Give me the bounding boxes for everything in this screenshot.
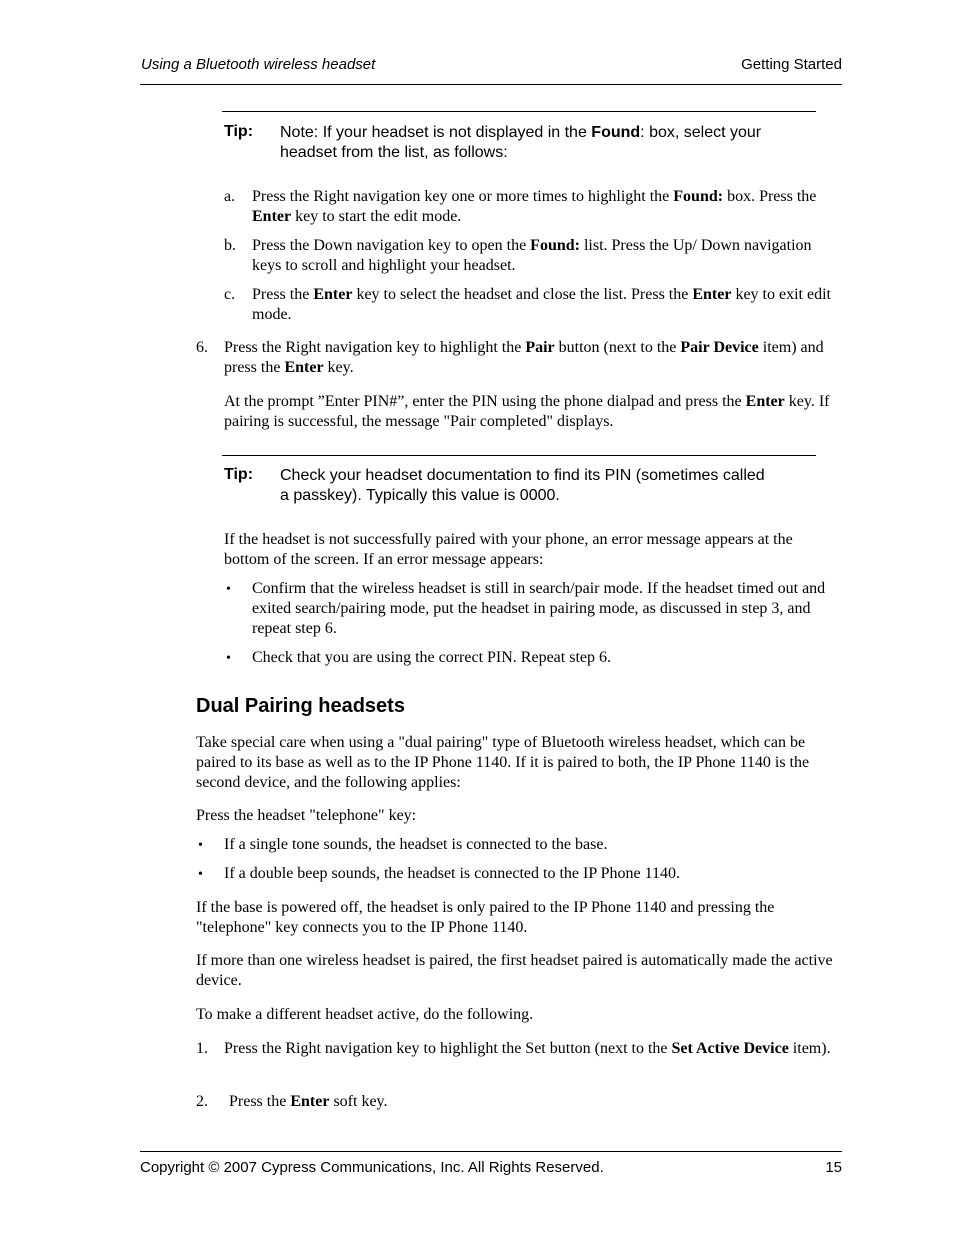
error-bullet-text: Confirm that the wireless headset is still in search/pair mode. If the headset timed out and exited search/pairing mode, put the headset in pairing mode, as discussed in step 3, and repeat step 6. <box>252 580 826 637</box>
section-bullet-text: If a double beep sounds, the headset is connected to the IP Phone 1140. <box>224 865 681 882</box>
tip-text-part: a passkey). Typically this value is 0000. <box>280 487 560 504</box>
substep-text <box>252 187 842 227</box>
section-bullet-text: If a single tone sounds, the headset is connected to the base. <box>224 836 608 853</box>
text-part: item). <box>788 1040 831 1057</box>
paragraph-base-off: If the base is powered off, the headset is only paired to the IP Phone 1140 and pressing the "telephone" key connects you to the IP Phone 1140. <box>196 899 775 936</box>
page-number: 15 <box>825 1159 842 1176</box>
step-marker: 1. <box>196 1040 208 1057</box>
substep-marker: a. <box>224 188 236 205</box>
tip-label: Tip: <box>224 123 254 140</box>
text-part: key. If pairing is successful, the message "Pair completed" displays. <box>224 393 830 430</box>
substep-text <box>252 285 842 325</box>
key-name: Enter <box>745 393 785 410</box>
text-part: key to select the headset and close the list. Press the <box>352 286 693 303</box>
key-name: Set Active Device <box>671 1040 789 1057</box>
step-paragraph <box>224 392 842 432</box>
key-name: Enter <box>284 359 324 376</box>
bullet-glyph: • <box>198 838 203 853</box>
key-name: Pair Device <box>680 339 759 356</box>
key-name: Found: <box>673 188 724 205</box>
tip-text-part: Check your headset documentation to find its PIN (sometimes called <box>280 467 765 484</box>
section-intro: Take special care when using a "dual pairing" type of Bluetooth wireless headset, which can be paired to its base as well as to the IP Phone 1140. If it is paired to both, the IP Phone 1140 is the second device, and the following applies: <box>196 734 810 791</box>
bullet-glyph: • <box>198 867 203 882</box>
tip-text <box>280 123 816 163</box>
running-header-title: Using a Bluetooth wireless headset <box>141 56 376 73</box>
tip-rule <box>222 111 816 112</box>
text-part: soft key. <box>329 1093 388 1110</box>
text-part: button (next to the <box>554 339 681 356</box>
text-part: key to start the edit mode. <box>291 208 462 225</box>
key-name: Enter <box>313 286 353 303</box>
key-name: Pair <box>525 339 555 356</box>
bullet-glyph: • <box>226 651 231 666</box>
text-part: Press the <box>229 1093 291 1110</box>
tip-text-part: Note: If your headset is not displayed in the <box>280 124 592 141</box>
key-name: Found: <box>530 237 580 254</box>
tip-text <box>280 466 816 506</box>
error-bullet-text: Check that you are using the correct PIN. Repeat step 6. <box>252 649 611 666</box>
text-part: Press the Right navigation key to highlight the <box>224 339 526 356</box>
text-part: key. <box>323 359 354 376</box>
text-part: box. Press the <box>723 188 817 205</box>
tip-rule <box>222 455 816 456</box>
substep-text <box>252 236 812 276</box>
key-name: Enter <box>692 286 732 303</box>
substep-marker: c. <box>224 286 236 303</box>
text-part: At the prompt ”Enter PIN#”, enter the PIN using the phone dialpad and press the <box>224 393 746 410</box>
tip-label: Tip: <box>224 466 254 483</box>
step-marker: 2. <box>196 1093 208 1110</box>
text-part: key to exit edit mode. <box>252 286 831 323</box>
copyright-notice: Copyright © 2007 Cypress Communications, Inc. All Rights Reserved. <box>140 1159 604 1176</box>
text-part: Press the <box>252 286 314 303</box>
step-text <box>224 338 842 378</box>
substep-marker: b. <box>224 237 236 254</box>
header-rule <box>140 84 842 85</box>
tip-text-part: : box, select your <box>640 124 762 141</box>
text-part: item) and press the <box>224 339 824 376</box>
text-part: list. Press the Up/ Down navigation keys to scroll and highlight your headset. <box>252 237 812 274</box>
error-paragraph: If the headset is not successfully paired with your phone, an error message appears at the bottom of the screen. If an error message appears: <box>224 531 793 568</box>
step-text <box>224 1039 842 1059</box>
key-name: Enter <box>290 1093 330 1110</box>
tip-text-bold: Found <box>591 124 641 141</box>
step-marker: 6. <box>196 339 208 356</box>
text-part: Press the Right navigation key one or more times to highlight the <box>252 188 674 205</box>
footer-rule <box>140 1151 842 1152</box>
paragraph-instructions: To make a different headset active, do the following. <box>196 1006 534 1023</box>
press-key-line: Press the headset "telephone" key: <box>196 807 417 824</box>
bullet-glyph: • <box>226 582 231 597</box>
paragraph-more-headsets: If more than one wireless headset is paired, the first headset paired is automatically made the active device. <box>196 952 833 989</box>
text-part: Press the Down navigation key to open the <box>252 237 531 254</box>
key-name: Enter <box>252 208 292 225</box>
tip-text-part: headset from the list, as follows: <box>280 144 508 161</box>
running-header-section: Getting Started <box>741 56 842 73</box>
text-part: Press the Right navigation key to highlight the Set button (next to the <box>224 1040 672 1057</box>
step-text <box>229 1092 842 1112</box>
section-heading: Dual Pairing headsets <box>196 695 405 717</box>
